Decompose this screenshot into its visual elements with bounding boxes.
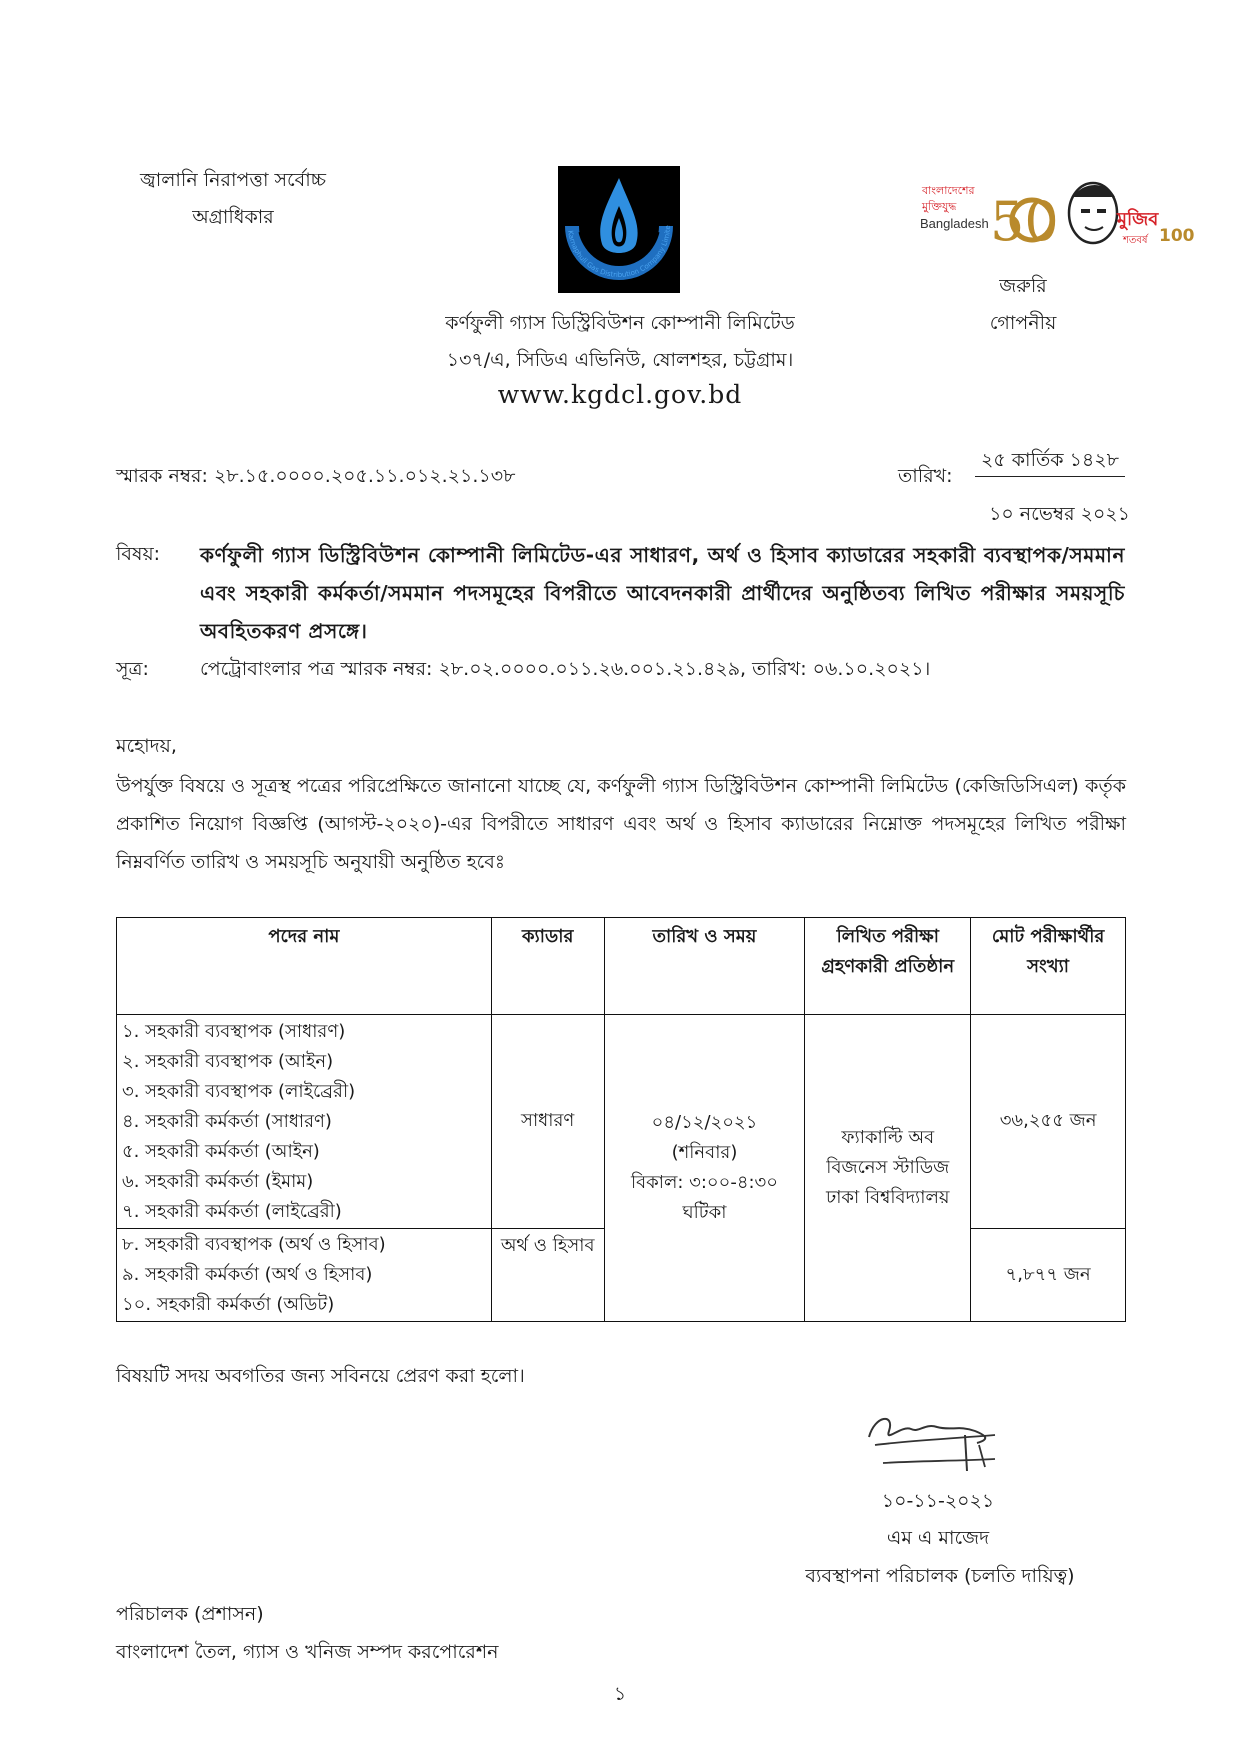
signatory-designation: ব্যবস্থাপনা পরিচালক (চলতি দায়িত্ব) [805, 1565, 1075, 1587]
institution-line-1: ফ্যাকাল্টি অব [841, 1127, 935, 1148]
company-address: ১৩৭/এ, সিডিএ এভিনিউ, ষোলশহর, চট্টগ্রাম। [446, 349, 794, 371]
positions-general [117, 1015, 492, 1229]
company-info [360, 305, 880, 379]
bd50-text-3: Bangladesh [920, 216, 989, 231]
memo-number: স্মারক নম্বর: ২৮.১৫.০০০০.২০৫.১১.০১২.২১.১৩৮ [116, 465, 516, 487]
cadre-general: সাধারণ [491, 1015, 604, 1229]
mujib-number: 100 [1159, 226, 1195, 246]
institution-line-3: ঢাকা বিশ্ববিদ্যালয় [826, 1187, 950, 1208]
exam-schedule-table [116, 917, 1126, 1322]
positions-finance [117, 1229, 492, 1322]
mujib-sub: শতবর্ষ [1123, 235, 1148, 246]
exam-time: বিকাল: ৩:০০-৪:৩০ [630, 1172, 778, 1193]
mujib-100-emblem [1063, 175, 1195, 255]
exam-day: (শনিবার) [671, 1142, 738, 1163]
slogan [118, 162, 348, 236]
exam-time-unit: ঘটিকা [682, 1202, 727, 1223]
classification-marks [968, 268, 1078, 342]
company-website: www.kgdcl.gov.bd [497, 380, 743, 409]
position-item: ২. সহকারী ব্যবস্থাপক (আইন) [122, 1051, 334, 1072]
recipient-title: পরিচালক (প্রশাসন) [116, 1603, 264, 1625]
exam-date-time [604, 1015, 805, 1322]
position-item: ৩. সহকারী ব্যবস্থাপক (লাইব্রেরী) [122, 1081, 356, 1102]
recipient-organization: বাংলাদেশ তৈল, গ্যাস ও খনিজ সম্পদ করপোরেশন [116, 1641, 499, 1663]
bd50-text-2: মুক্তিযুদ্ধ [922, 200, 957, 213]
body-paragraph: উপর্যুক্ত বিষয়ে ও সূত্রস্থ পত্রের পরিপ্রেক্ষিতে জানানো যাচ্ছে যে, কর্ণফুলী গ্যাস ডিস্ট্রিবিউশন কোম্পানী লিমিটেড (কেজিডিসিএল) কর্তৃক প্রকাশিত নিয়োগ বিজ্ঞপ্তি (আগস্ট-২০২০)-এর বিপরীতে সাধারণ এবং অর্থ ও হিসাব ক্যাডারের নিম্নোক্ত পদসমূহের লিখিত পরীক্ষা নিম্নবর্ণিত তারিখ ও সময়সূচি অনুযায়ী অনুষ্ঠিত হবেঃ [116, 775, 1126, 873]
logo-ring-text: Karnaphuli Gas Distribution Company Limite [566, 225, 673, 280]
header-candidate-count: মোট পরীক্ষার্থীর সংখ্যা [971, 918, 1126, 1015]
subject: কর্ণফুলী গ্যাস ডিস্ট্রিবিউশন কোম্পানী লিমিটেড-এর সাধারণ, অর্থ ও হিসাব ক্যাডারের সহকারী ব্যবস্থাপক/সমমান এবং সহকারী কর্মকর্তা/সমমান পদসমূহের বিপরীতে আবেদনকারী প্রার্থীদের অনুষ্ঠিতব্য লিখিত পরীক্ষার সময়সূচি অবহিতকরণ প্রসঙ্গে। [200, 543, 1125, 643]
date-label: তারিখ: [898, 465, 953, 487]
closing-line: বিষয়টি সদয় অবগতির জন্য সবিনয়ে প্রেরণ করা হলো। [116, 1365, 525, 1387]
exam-institution [805, 1015, 971, 1322]
mark-confidential: গোপনীয় [989, 312, 1057, 334]
position-item: ৪. সহকারী কর্মকর্তা (সাধারণ) [122, 1111, 332, 1132]
count-general: ৩৬,২৫৫ জন [971, 1015, 1126, 1229]
company-logo [558, 166, 680, 293]
date-english: ১০ নভেম্বর ২০২১ [989, 503, 1130, 525]
slogan-line-1: জ্বালানি নিরাপত্তা সর্বোচ্চ [139, 169, 327, 191]
position-item: ১. সহকারী ব্যবস্থাপক (সাধারণ) [122, 1021, 346, 1042]
header-institution: লিখিত পরীক্ষা গ্রহণকারী প্রতিষ্ঠান [805, 918, 971, 1015]
bd50-text-1: বাংলাদেশের [922, 184, 975, 197]
cadre-finance: অর্থ ও হিসাব [491, 1229, 604, 1322]
exam-date: ০৪/১২/২০২১ [651, 1112, 758, 1133]
count-finance: ৭,৮৭৭ জন [971, 1229, 1126, 1322]
position-item: ৫. সহকারী কর্মকর্তা (আইন) [122, 1141, 320, 1162]
bd50-number: 50 [990, 190, 1059, 253]
signature [855, 1395, 1015, 1475]
table-row-general [117, 1015, 1126, 1229]
salutation: মহোদয়, [116, 735, 177, 757]
date-bangla: ২৫ কার্তিক ১৪২৮ [975, 446, 1125, 477]
page-number: ১ [613, 1683, 627, 1705]
slogan-line-2: অগ্রাধিকার [192, 206, 274, 228]
header-cadre: ক্যাডার [491, 918, 604, 1015]
reference-label: সূত্র: [116, 658, 149, 680]
position-item: ৭. সহকারী কর্মকর্তা (লাইব্রেরী) [122, 1201, 342, 1222]
header-date-time: তারিখ ও সময় [604, 918, 805, 1015]
position-item: ৮. সহকারী ব্যবস্থাপক (অর্থ ও হিসাব) [122, 1234, 386, 1255]
mark-urgent: জরুরি [999, 275, 1047, 297]
table-header-row [117, 918, 1126, 1015]
signature-date: ১০-১১-২০২১ [881, 1490, 995, 1512]
header-position: পদের নাম [117, 918, 492, 1015]
position-item: ৬. সহকারী কর্মকর্তা (ইমাম) [122, 1171, 314, 1192]
bangladesh-50-emblem [920, 180, 1059, 255]
reference: পেট্রোবাংলার পত্র স্মারক নম্বর: ২৮.০২.০০০০.০১১.২৬.০০১.২১.৪২৯, তারিখ: ০৬.১০.২০২১। [200, 658, 931, 680]
company-name: কর্ণফুলী গ্যাস ডিস্ট্রিবিউশন কোম্পানী লিমিটেড [445, 312, 795, 334]
subject-label: বিষয়: [116, 543, 161, 565]
position-item: ৯. সহকারী কর্মকর্তা (অর্থ ও হিসাব) [122, 1264, 373, 1285]
mujib-text: মুজিব [1117, 209, 1159, 230]
institution-line-2: বিজনেস স্টাডিজ [826, 1157, 950, 1178]
position-item: ১০. সহকারী কর্মকর্তা (অডিট) [122, 1294, 335, 1315]
signatory-name: এম এ মাজেদ [886, 1527, 990, 1549]
